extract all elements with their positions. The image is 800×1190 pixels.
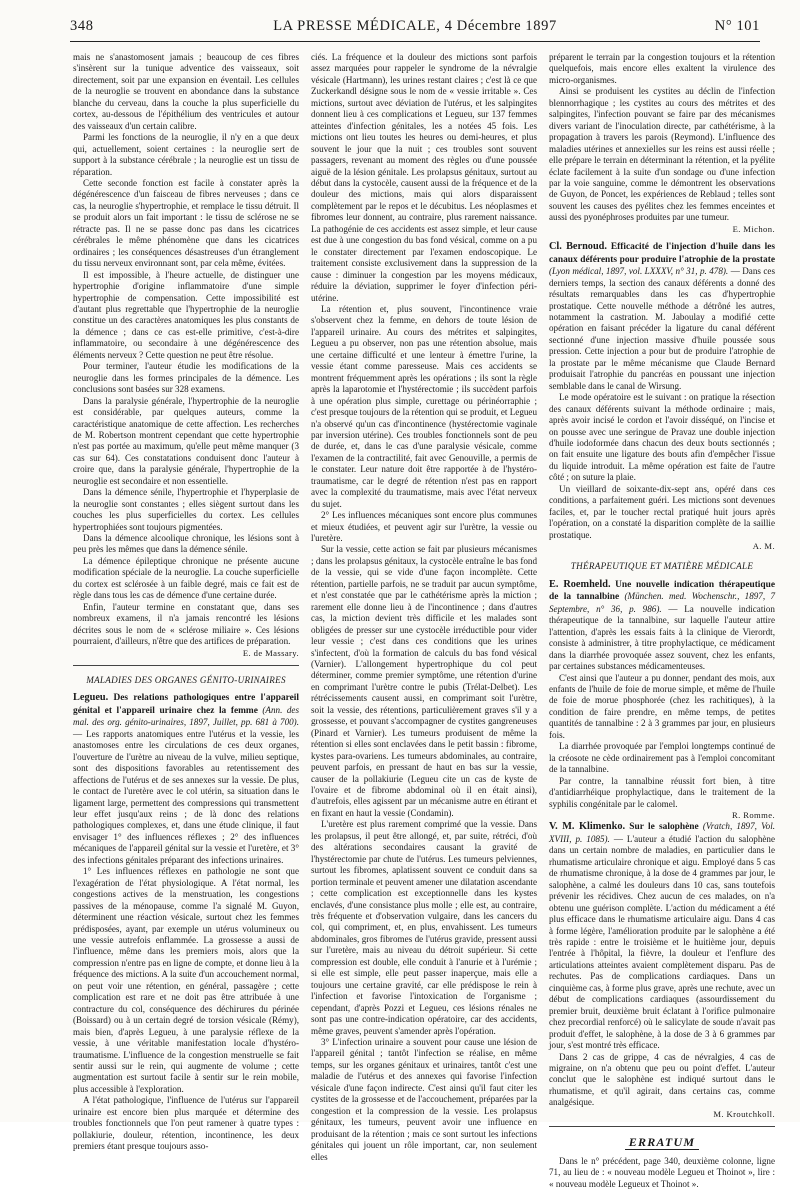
paragraph: Dans la démence sénile, l'hypertrophie et l'hyperplasie de la neuroglie sont constantes ; elles siègent surtout dans les couches les plus superficielles du cortex. Les cellules hypertrophiées sont toujours pigmentées. [73,487,299,532]
paragraph: Enfin, l'auteur termine en constatant que, dans ses nombreux examens, il n'a jamais rencontré les lésions décrites sous le nom de « sclérose miliaire ». Ces lésions pourraient, d'ailleurs, n'être que des artifices de préparation. [73,601,299,647]
journal-title: LA PRESSE MÉDICALE, 4 Décembre 1897 [273,18,557,34]
paragraph: Pour terminer, l'auteur étudie les modifications de la neuroglie dans les formes principales de la démence. Les conclusions sont basées sur 328 examens. [73,361,299,395]
paragraph: 2° Les influences mécaniques sont encore plus communes et mieux étudiées, et peuvent agir sur l'urètre, la vessie ou l'uretère. [311,510,537,544]
paragraph: préparent le terrain par la congestion toujours et la rétention quelquefois, mais encore elles exaltent la virulence des micro-organismes. [549,52,775,85]
erratum-text: Dans le n° précédent, page 340, deuxième colonne, ligne 71, au lieu de : « nouveau modèle Legueu et Thoinot », lire : « nouveau modèle Legueux et Thoinot ». [549,1155,775,1189]
paragraph: mais ne s'anastomosent jamais ; beaucoup de ces fibres s'insèrent sur la tunique adventice des vaisseaux, soit directement, soit par une expansion en éventail. Les cellules de la neuroglie se trouvent en abondance dans la substance blanche du cerveau, dans la couche la plus superficielle du cortex, au-dessous de l'épithélium des ventricules et autour des vaisseaux d'un certain calibre. [73,52,299,131]
article-header [549,241,775,392]
signature: R. Romme. [732,810,775,820]
paragraph: Il est impossible, à l'heure actuelle, de distinguer une hypertrophie d'origine inflammatoire d'une simple hypertrophie de compensation. Cette impossibilité est d'autant plus regrettable que l'hypertrophie de la neuroglie constitue un des caractères anatomiques les plus constants de la démence ; dans ce cas est-elle primitive, c'est-à-dire inflammatoire, ou secondaire à une dégénérescence des éléments nerveux ? Cette question ne peut être résolue. [73,269,299,360]
article-author: E. Roemheld. [549,578,611,590]
article-reference: (Vratch, 1897, Vol. XVIII, p. 1085). [549,821,775,844]
section-rule [549,1126,775,1127]
paragraph: Le mode opératoire est le suivant : on pratique la résection des canaux déférents suivant la méthode ordinaire ; mais, après avoir incisé le cordon et l'avoir disséqué, on l'incise et on pousse avec une seringue de Pravaz une double injection d'huile iodoformée dans chacun des deux bouts sectionnés ; on fait ensuite une ligature des bouts afin d'empêcher l'issue du liquide introduit. La même opération est faite de l'autre côté ; on suture la plaie. [549,392,775,483]
header-rule [70,41,760,42]
article-title: Une nouvelle indication thérapeutique de la tannalbine [549,579,776,603]
paragraph: Sur la vessie, cette action se fait par plusieurs mécanismes ; dans les prolapsus génitaux, la cystocèle entraîne le bas fond de la vessie, qui se vide d'une façon incomplète. Cette rétention, partielle parfois, ne se traduit par aucun symptôme, et n'est constatée que par le cathétérisme après la miction ; rarement elle donne lieu à de l'incontinence ; dans d'autres cas, la miction devient très difficile et les malades sont obligées de presser sur une cystocèle irréductible pour vider leur vessie ; c'est dans ces conditions que les urines s'infectent, d'où la formation de calculs du bas fond vésical (Varnier). L'allongement hypertrophique du col peut déterminer, comme premier symptôme, une rétention d'urine en comprimant l'urètre contre le pubis (Trélat-Delbet). Les rétrécissements causent aussi, en comprimant soit l'urètre, soit la vessie, des rétentions, particulièrement graves s'il y a grossesse, et pouvant s'accompagner de cystites gangreneuses (Pinard et Varnier). Les tumeurs produisent de même la rétention si elles sont enclavées dans le petit bassin : fibrome, kystes para-ovariens. Les tumeurs abdominales, au contraire, peuvent parfois, en pressant de haut en bas sur la vessie, causer de la pollakiurie (Legueu cite un cas de kyste de l'ovaire et de fibrome abdominal où il en était ainsi), d'autrefois, elles agissent par un mécanisme autre en étirant et en fixant en haut la vessie (Condamin). [311,544,537,818]
page-number: 348 [70,18,94,34]
paragraph: Dans la démence alcoolique chronique, les lésions sont à peu près les mêmes que dans la démence sénile. [73,533,299,555]
article-header [549,579,775,673]
paragraph: L'uretère est plus rarement comprimé que la vessie. Dans les prolapsus, il peut être allongé, et, par suite, rétréci, d'où des altérations secondaires causant la gravité de l'hystérectomie par chute de l'utérus. Les tumeurs pelviennes, surtout les fibromes, aplatissent souvent ce conduit dans sa portion terminale et peuvent amener une dilatation ascendante ; cette complication est exceptionnelle dans les kystes enclavés, d'une consistance plus molle ; elle est, au contraire, très fréquente et d'observation vulgaire, dans les cancers du col, qui compriment, et, en plus, envahissent. Les tumeurs abdominales, gros fibromes de l'utérus gravide, pressent aussi sur l'uretère, mais au niveau du détroit supérieur. Si cette compression est double, elle conduit à l'anurie et à l'urémie ; si elle est simple, elle peut passer inaperçue, mais elle a toujours une certaine gravité, car elle prédispose le rein à l'infection et favorise l'intoxication de l'organisme ; cependant, d'après Pozzi et Legueu, ces lésions rénales ne sont pas une contre-indication opératoire, car des accidents, même graves, peuvent s'amender après l'opération. [311,819,537,1036]
paragraph: 1° Les influences réflexes en pathologie ne sont que l'exagération de l'état physiologique. A l'état normal, les congestions actives de la menstruation, les congestions passives de la ménopause, comme l'a signalé M. Guyon, déterminent une réaction vésicale, surtout chez les femmes prédisposées, ayant, par exemple un utérus volumineux ou une vessie autrefois enflammée. La grossesse a aussi de l'influence, même dans les premiers mois, alors que la compression n'entre pas en ligne de compte, et donne lieu à la fréquence des mictions. A la suite d'un accouchement normal, on peut voir une rétention, en général, passagère ; cette complication est rare et ne doit pas être attribuée à une contracture du col, conséquence des déchirures du périnée (Boissard) ou à un certain degré de torsion vésicale (Rémy), mais bien, d'après Legueu, à une paralysie réflexe de la vessie, à une véritable manifestation locale d'hystéro-traumatisme. L'influence de la congestion menstruelle se fait sentir aussi sur le rein, qui augmente de volume ; cette augmentation est surtout facile à sentir sur le rein mobile, plus accessible à l'exploration. [73,866,299,1094]
paragraph: Dans 2 cas de grippe, 4 cas de névralgies, 4 cas de migraine, on n'a obtenu que peu ou point d'effet. L'auteur conclut que le salophène est indiqué surtout dans le rhumatisme, et qu'il agirait, dans certains cas, comme analgésique. [549,1051,775,1108]
paragraph: C'est ainsi que l'auteur a pu donner, pendant des mois, aux enfants de l'huile de foie de morue simple, et même de l'huile de foie de morue phosphorée (chez les rachitiques), à la condition de faire prendre, en même temps, de petites quantités de tannalbine : 2 à 3 grammes par jour, en plusieurs fois. [549,672,775,740]
column-2 [311,52,537,1162]
article-header [73,692,299,866]
signature: A. M. [752,541,775,552]
article-title: Des relations pathologiques entre l'appareil génital et l'appareil urinaire chez la femme [73,693,299,716]
article-author: V. M. Klimenko. [549,821,626,833]
paragraph: Un vieillard de soixante-dix-sept ans, opéré dans ces conditions, a parfaitement guéri. Les mictions sont devenues faciles, et, par le toucher rectal pratiqué huit jours après l'opération, on a constaté la disparition complète de la saillie prostatique. [549,483,775,540]
article-header [549,821,775,1051]
article-text: — Les rapports anatomiques entre l'utérus et la vessie, les anastomoses entre les circulations de ces deux organes, l'ouverture de l'urètre au niveau de la vulve, milieu septique, sont des dispositions favorables au retentissement des affections de l'utérus et de ses annexes sur la vessie. De plus, le contact de l'uretère avec le col utérin, sa situation dans le ligament large, permettent des compressions qui transmettent leur effet jusqu'aux reins ; de là donc des relations pathologiques complexes, et, dans une étude clinique, il faut envisager 1° des influences réflexes ; 2° des influences mécaniques de l'appareil génital sur la vessie et l'uretère, et 3° des infections génitales préparant des infections urinaires. [73,728,299,865]
paragraph: ciés. La fréquence et la douleur des mictions sont parfois assez marquées pour rappeler le syndrome de la névralgie vésicale (Hartmann), les urines restant claires ; c'est là ce que Zuckerkandl désigne sous le nom de « vessie irritable ». Ces mictions, surtout avec déviation de l'utérus, et les salpingites donnent lieu à ces complications et Legueu, sur 137 femmes atteintes d'infection génitales, les a notées 45 fois. Les mictions ont lieu toutes les heures ou demi-heures, et plus souvent le jour que la nuit ; ces troubles sont souvent passagers, revenant au moment des règles ou d'une poussée aiguë de la lésion génitale. Les prolapsus génitaux, surtout au début dans la cystocèle, causent aussi de la fréquence et de la douleur des mictions, mais qui alors disparaissent complètement par le repos et le décubitus. Les néoplasmes et fibromes leur donnent, au contraire, plus rarement naissance. La pathogénie de ces accidents est assez simple, et leur cause est due à une congestion du bas fond vésical, comme on a pu le constater directement par l'examen endoscopique. Le traitement consiste exclusivement dans la suppression de la cause : diminuer la congestion par les moyens médicaux, réduire la déviation, supprimer le foyer d'infection péri-utérine. [311,52,537,303]
paragraph: Parmi les fonctions de la neuroglie, il n'y en a que deux qui, actuellement, soient certaines : la neuroglie sert de support à la substance cérébrale ; la neuroglie est un tissu de réparation. [73,132,299,177]
paragraph: Ainsi se produisent les cystites au déclin de l'infection blennorrhagique ; les cystites au cours des métrites et des salpingites, l'infection pouvant se faire par des mécanismes divers variant de l'inoculation directe, par cathétérisme, à la propagation à travers les parois (Reymond). L'influence des maladies utérines et annexielles sur les reins est aussi réelle ; elle prépare le terrain en déterminant la rétention, et la pyélite éclate facilement à la suite d'un sondage ou d'une infection par la voie sanguine, comme le démontrent les observations de Guyon, de Poncet, les expériences de Reblaud ; telles sont souvent les causes des pyélites chez les femmes enceintes et aussi des pyonéphroses produites par une tumeur. [549,86,775,223]
article-author: Cl. Bernoud. [549,241,607,253]
page-header [70,18,760,42]
article-text: — Dans ces derniers temps, la section des canaux déférents a donné des résultats remarquables dans les cas d'hypertrophie prostatique. Cette nouvelle méthode a détrôné les autres, notamment la castration. M. Jaboulay a modifié cette opération en faisant précéder la ligature du canal déférent sectionné d'une injection massive d'huile poussée sous pression. Cette injection a pour but de produire l'atrophie de la prostate par le même mécanisme que Claude Bernard produisait l'atrophie du pancréas en poussant une injection semblable dans le canal de Wirsung. [549,266,775,391]
paragraph: La diarrhée provoquée par l'emploi longtemps continué de la créosote ne cède ordinairement pas à l'emploi concomitant de la tannalbine. [549,741,775,775]
article-title: Sur le salophène [629,822,699,833]
erratum-heading [549,1137,775,1149]
paragraph: 3° L'infection urinaire a souvent pour cause une lésion de l'appareil génital ; tantôt l'infection se réalise, en même temps, sur les organes génitaux et urinaires, tantôt c'est une maladie de l'utérus et des annexes qui favorise l'infection vésicale d'une façon indirecte. C'est ainsi qu'il faut citer les cystites de la grossesse et de l'accouchement, préparées par la congestion et la compression de la vessie. Les prolapsus génitaux, les tumeurs, peuvent avoir une influence en produisant de la rétention ; mais ce sont surtout les infections génitales qui jouent un rôle important, car, non seulement elles [311,1036,537,1162]
column-3 [549,52,776,1189]
article-text: — La nouvelle indication thérapeutique de la tannalbine, sur laquelle l'auteur attire l'attention, d'après les essais faits à la clinique de Vierordt, consiste à administrer, à titre prophylactique, ce médicament dans la diarrhée provoquée assez souvent, chez les enfants, par certaines substances médicamenteuses. [549,603,775,672]
article-reference: (Ann. des mal. des org. génito-urinaires, 1897, Juillet, pp. 681 à 700). [73,704,299,728]
article-reference: (Lyon médical, 1897, vol. LXXXV, n° 31, p. 478). [549,266,729,277]
section-heading: MALADIES DES ORGANES GÉNITO-URINAIRES [86,675,286,686]
issue-number: N° 101 [714,18,760,34]
article-text: — L'auteur a étudié l'action du salophène dans un certain nombre de maladies, en particulier dans le rhumatisme articulaire chronique et aigu. Employé dans 5 cas de rhumatisme chronique, à la dose de 4 grammes par jour, le salophène, a calmé les douleurs dans 10 cas, sans toutefois prévenir les récidives. Chez aucun de ces malades, on n'a obtenu une guérison complète. L'action du médicament a été plus efficace dans le rhumatisme articulaire aigu. Dans 4 cas à forme légère, l'amélioration produite par le salophène a été très rapide : entre le troisième et le huitième jour, depuis l'entrée à l'hôpital, la fièvre, la douleur et l'enflure des articulations atteintes avaient complètement disparu. Pas de rechutes. Pas de complications cardiaques. Dans un cinquième cas, à forme plus grave, après une rechute, avec un début de complications cardiaques (assourdissement du premier bruit, deuxième bruit éclatant à l'orifice pulmonaire chez precordial renforcé) où le salicylate de soude n'avait pas produit d'effet, le salophène, à la dose de 3 à 6 grammes par jour, s'est montré très efficace. [549,833,775,1051]
article-title: Efficacité de l'injection d'huile dans les canaux déférents pour produire l'atrophie de la prostate [549,242,775,265]
signature: E. Michon. [732,223,775,234]
section-rule [73,665,299,666]
signature: E. de Massary. [242,647,299,658]
erratum-title: ERRATUM [625,1135,699,1150]
paragraph: Cette seconde fonction est facile à constater après la dégénérescence d'un faisceau de fibres nerveuses ; dans ce cas, la neuroglie s'hypertrophie, et remplace le tissu détruit. Il se produit alors un fait important : le tissu de sclérose ne se rétracte pas. Il ne se passe donc pas dans les cicatrices cérébrales le même phénomène que dans les cicatrices ordinaires ; les conséquences désastreuses d'un étranglement du tissu nerveux environnant sont, par cela même, évitées. [73,177,299,269]
paragraph: Par contre, la tannalbine réussit fort bien, à titre d'antidiarrhéique prophylactique, dans le traitement de la syphilis congénitale par le calomel. [549,775,775,809]
article-reference: (München. med. Wochenschr., 1897, 7 Septembre, n° 36, p. 986). [549,591,775,614]
column-1 [73,52,299,1152]
article-author: Legueu. [73,692,109,704]
paragraph: Dans la paralysie générale, l'hypertrophie de la neuroglie est considérable, par quelques auteurs, comme la caractéristique anatomique de cette affection. Les recherches de M. Robertson montrent cependant que cette hypertrophie n'est pas portée au maximum, qu'elle peut même manquer (3 cas sur 64). Ces constatations conduisent donc l'auteur à croire que, dans la paralysie générale, l'hypertrophie de la neuroglie est secondaire et non essentielle. [73,395,299,486]
paragraph: La démence épileptique chronique ne présente aucune modification spéciale de la neuroglie. La couche superficielle du cortex est sclérosée à un faible degré, mais ce fait est de règle dans tous les cas de démence d'une certaine durée. [73,555,299,601]
paragraph: A l'état pathologique, l'influence de l'utérus sur l'appareil urinaire est encore bien plus marquée et détermine des troubles fonctionnels que l'on peut ramener à quatre types : pollakiurie, douleur, rétention, incontinence, les deux premiers étant presque toujours asso- [73,1095,299,1152]
section-heading: THÉRAPEUTIQUE ET MATIÈRE MÉDICALE [570,561,754,572]
paragraph: La rétention et, plus souvent, l'incontinence vraie s'observent chez la femme, en dehors de toute lésion de l'appareil urinaire. Au cours des métrites et salpingites, Legueu a pu observer, non pas une rétention absolue, mais une certaine difficulté et une lenteur à émettre l'urine, la vessie étant comme paresseuse. Mais ces accidents se montrent fréquemment après les opérations ; ils sont la règle après la laparotomie et l'hystérectomie ; ils succèdent parfois à une opération plus simple, curettage ou périnéorraphie ; c'est presque toujours de la rétention qui se produit, et Legueu n'a observé qu'un cas d'incontinence (hystérectomie vaginale par inversion utérine). Ces troubles fonctionnels sont de peu de durée, et, dans le cas d'une paralysie vésicale, comme l'examen de la contractilité, fait avec Genouville, a permis de le constater. Leur nature doit être rapportée à de l'hystéro-traumatisme, car le degré de rétention n'est pas en rapport avec la complexité du traumatisme, mais avec l'état nerveux du sujet. [311,303,537,509]
signature: M. Kroutchkoll. [713,1108,775,1119]
